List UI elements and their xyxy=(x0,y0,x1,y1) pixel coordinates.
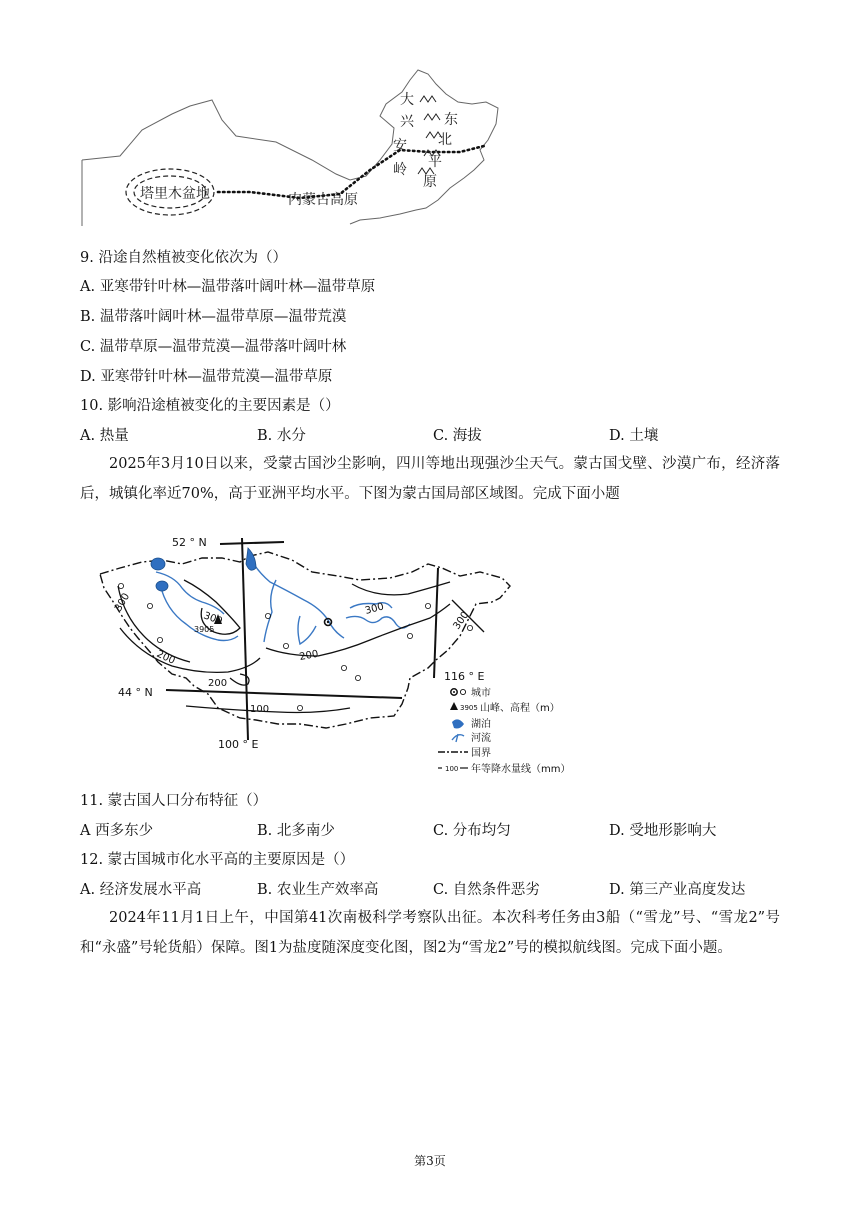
iso-300b: 300 xyxy=(201,610,224,628)
q11-option-d[interactable]: D. 受地形影响大 xyxy=(609,823,717,839)
iso-300a: 300 xyxy=(113,591,133,614)
lon-116e-label: 116 ° E xyxy=(444,670,485,683)
q12-option-c[interactable]: C. 自然条件恶劣 xyxy=(433,882,540,898)
q11-stem: 11. 蒙古国人口分布特征（） xyxy=(80,793,268,809)
q11-option-b[interactable]: B. 北多南少 xyxy=(257,823,335,839)
iso-300c: 300 xyxy=(363,601,386,617)
legend-iso: 年等降水量线（mm） xyxy=(471,764,571,775)
q9-option-d[interactable]: D. 亚寒带针叶林—温带荒漠—温带草原 xyxy=(80,369,333,385)
legend-iso-num: 100 xyxy=(445,765,459,773)
q9-option-c[interactable]: C. 温带草原—温带荒漠—温带落叶阔叶林 xyxy=(80,339,347,355)
map-legend xyxy=(438,686,570,775)
iso-200c: 200 xyxy=(208,678,228,689)
plain-label-4: 原 xyxy=(423,174,437,190)
q10-option-c[interactable]: C. 海拔 xyxy=(433,428,482,444)
china-route-map xyxy=(80,48,510,228)
legend-border: 国界 xyxy=(471,748,491,759)
q9-option-b[interactable]: B. 温带落叶阔叶林—温带草原—温带荒漠 xyxy=(80,309,347,325)
route-dotted-line xyxy=(218,146,484,198)
lat-52n-label: 52 ° N xyxy=(172,536,207,549)
page-number: 第3页 xyxy=(414,1154,446,1168)
inner-mongolia-plateau-label: 内蒙古高原 xyxy=(288,192,358,208)
q9-stem: 9. 沿途自然植被变化依次为（） xyxy=(80,250,287,266)
iso-300d: 300 xyxy=(451,609,472,632)
plain-label-2: 北 xyxy=(438,132,452,148)
q9-option-a[interactable]: A. 亚寒带针叶林—温带落叶阔叶林—温带草原 xyxy=(80,279,376,295)
plain-label-1: 东 xyxy=(444,112,458,128)
city-markers xyxy=(118,583,472,710)
q10-option-a[interactable]: A. 热量 xyxy=(80,428,129,444)
lake-uvs xyxy=(151,558,165,570)
q12-option-d[interactable]: D. 第三产业高度发达 xyxy=(609,882,746,898)
isohyets xyxy=(118,580,484,713)
range-label-4: 岭 xyxy=(393,162,407,178)
lake-khovsgol xyxy=(246,548,256,570)
legend-peak: 山峰、高程（m） xyxy=(480,703,560,714)
peak-3905-label: 3905 xyxy=(194,625,215,634)
q10-option-b[interactable]: B. 水分 xyxy=(257,428,306,444)
legend-city: 城市 xyxy=(471,688,491,699)
parallel-44n xyxy=(166,690,402,698)
range-label-1: 大 xyxy=(400,92,414,108)
q10-stem: 10. 影响沿途植被变化的主要因素是（） xyxy=(80,398,340,414)
iso-200b: 200 xyxy=(298,648,320,663)
legend-peak-num: 3905 xyxy=(460,704,478,712)
q12-option-a[interactable]: A. 经济发展水平高 xyxy=(80,882,202,898)
iso-100: 100 xyxy=(250,704,270,715)
parallel-52n xyxy=(220,542,284,544)
legend-lake: 湖泊 xyxy=(471,719,491,730)
mongolia-intro-paragraph: 2025年3月10日以来，受蒙古国沙尘影响，四川等地出现强沙尘天气。蒙古国戈壁、沙漠广布，经济落后，城镇化率近70%，高于亚洲平均水平。下图为蒙古国局部区域图。完成下面小题 xyxy=(80,456,780,502)
q12-stem: 12. 蒙古国城市化水平高的主要原因是（） xyxy=(80,852,355,868)
lake-khyargas xyxy=(156,581,168,591)
iso-200a: 200 xyxy=(154,648,177,667)
range-label-2: 兴 xyxy=(400,114,414,130)
meridian-116e xyxy=(434,568,438,678)
lon-100e-label: 100 ° E xyxy=(218,738,259,751)
mongolia-map xyxy=(90,528,580,776)
legend-river: 河流 xyxy=(471,733,491,744)
antarctic-intro-paragraph: 2024年11月1日上午，中国第41次南极科学考察队出征。本次科考任务由3船（“雪龙”号、“雪龙2”号和“永盛”号轮货船）保障。图1为盐度随深度变化图，图2为“雪龙2”号的模拟航线图。完成下面小题。 xyxy=(80,910,780,956)
q12-option-b[interactable]: B. 农业生产效率高 xyxy=(257,882,379,898)
lat-44n-label: 44 ° N xyxy=(118,686,153,699)
q11-option-a[interactable]: A 西多东少 xyxy=(80,823,154,839)
tarim-basin-label: 塔里木盆地 xyxy=(140,186,210,202)
plain-label-3: 平 xyxy=(428,154,442,170)
q11-option-c[interactable]: C. 分布均匀 xyxy=(433,823,511,839)
q10-option-d[interactable]: D. 土壤 xyxy=(609,428,659,444)
range-label-3: 安 xyxy=(393,138,407,154)
